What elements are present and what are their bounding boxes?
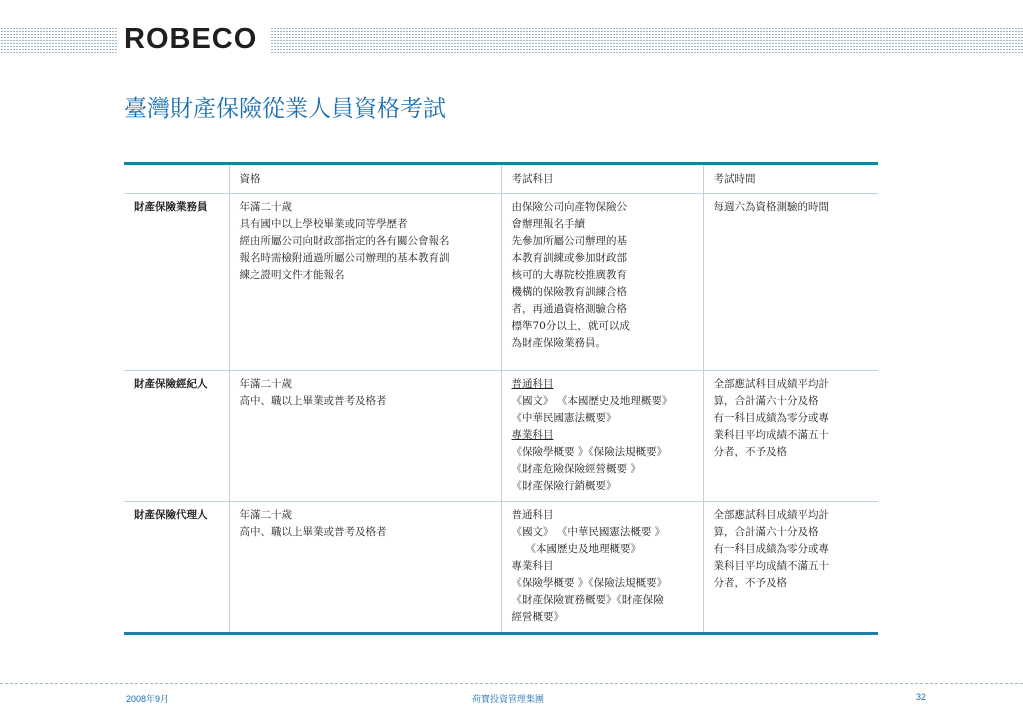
subjects-cell xyxy=(501,194,703,371)
header-pattern-left xyxy=(0,27,117,53)
subject-line: 《本國歷史及地理概要》 xyxy=(525,543,641,555)
qualification-line: 高中、職以上畢業或普考及格者 xyxy=(239,395,387,407)
role-name: 財產保險代理人 xyxy=(134,509,208,521)
header-subjects: 考試科目 xyxy=(501,164,703,194)
table-row xyxy=(124,502,878,634)
header-pattern-right xyxy=(270,27,1023,53)
qualification-line: 練之證明文件才能報名 xyxy=(239,269,345,281)
subject-line: 由保險公司向產物保險公 xyxy=(511,201,627,213)
robeco-logo: ROBECO xyxy=(124,24,267,54)
subject-heading-professional: 專業科目 xyxy=(511,429,554,441)
time-line: 有一科目成績為零分或專 xyxy=(713,543,829,555)
qualification-cell xyxy=(229,194,501,371)
subject-line: 《國文》 《中華民國憲法概要 》 xyxy=(511,526,666,538)
time-line: 業科目平均成績不滿五十 xyxy=(713,560,829,572)
subject-line: 《財產危險保險經營概要 》 xyxy=(511,463,641,475)
time-cell xyxy=(703,371,878,502)
subject-line: 《財產保險實務概要》《財產保險 xyxy=(511,594,664,606)
subject-line: 《國文》 《本國歷史及地理概要》 xyxy=(511,395,673,407)
footer-divider xyxy=(0,683,1023,684)
qualification-line: 高中、職以上畢業或普考及格者 xyxy=(239,526,387,538)
subjects-cell xyxy=(501,371,703,502)
qualification-cell xyxy=(229,371,501,502)
footer-page-number: 32 xyxy=(916,692,927,702)
time-line: 算，合計滿六十分及格 xyxy=(713,395,819,407)
time-line: 算，合計滿六十分及格 xyxy=(713,526,819,538)
subject-line: 者，再通過資格測驗合格 xyxy=(511,303,627,315)
role-name: 財產保險業務員 xyxy=(134,201,208,213)
subject-line: 標準70分以上，就可以成 xyxy=(511,320,630,332)
exam-table xyxy=(124,162,878,635)
qualification-line: 年滿二十歲 xyxy=(239,378,292,390)
subject-line: 會辦理報名手續 xyxy=(511,218,585,230)
time-line: 全部應試科目成績平均計 xyxy=(713,378,829,390)
table-header-row xyxy=(124,164,878,194)
subject-line: 本教育訓練或參加財政部 xyxy=(511,252,627,264)
time-cell xyxy=(703,502,878,634)
footer-company: 荷寶投資管理集團 xyxy=(472,694,545,704)
subject-line: 《保險學概要 》《保險法規概要》 xyxy=(511,446,668,458)
qualification-line: 經由所屬公司向財政部指定的各有關公會報名 xyxy=(239,235,450,247)
role-cell xyxy=(124,371,229,502)
time-line: 每週六為資格測驗的時間 xyxy=(713,201,829,213)
time-line: 分者，不予及格 xyxy=(713,577,787,589)
subject-line: 核可的大專院校推廣教育 xyxy=(511,269,627,281)
header-time: 考試時間 xyxy=(703,164,878,194)
time-line: 業科目平均成績不滿五十 xyxy=(713,429,829,441)
subject-line: 經營概要》 xyxy=(511,611,564,623)
subject-heading-professional: 專業科目 xyxy=(511,560,554,572)
table-row xyxy=(124,371,878,502)
subject-line: 《財產保險行銷概要》 xyxy=(511,480,617,492)
role-cell xyxy=(124,502,229,634)
subject-line: 機構的保險教育訓練合格 xyxy=(511,286,627,298)
header-qualification: 資格 xyxy=(229,164,501,194)
subject-line: 《保險學概要 》《保險法規概要》 xyxy=(511,577,668,589)
role-name: 財產保險經紀人 xyxy=(134,378,208,390)
footer-date: 2008年9月 xyxy=(126,694,170,704)
subject-heading-general: 普通科目 xyxy=(511,509,554,521)
page-title: 臺灣財產保險從業人員資格考試 xyxy=(124,96,446,122)
subject-line: 為財產保險業務員。 xyxy=(511,337,606,349)
qualification-line: 報名時需檢附通過所屬公司辦理的基本教育訓 xyxy=(239,252,450,264)
qualification-line: 具有國中以上學校畢業或同等學歷者 xyxy=(239,218,408,230)
time-line: 分者，不予及格 xyxy=(713,446,787,458)
time-line: 全部應試科目成績平均計 xyxy=(713,509,829,521)
qualification-cell xyxy=(229,502,501,634)
qualification-line: 年滿二十歲 xyxy=(239,509,292,521)
table-row xyxy=(124,194,878,371)
time-line: 有一科目成績為零分或專 xyxy=(713,412,829,424)
subject-line: 先參加所屬公司辦理的基 xyxy=(511,235,627,247)
subject-line: 《中華民國憲法概要》 xyxy=(511,412,617,424)
qualification-line: 年滿二十歲 xyxy=(239,201,292,213)
subject-heading-general: 普通科目 xyxy=(511,378,554,390)
time-cell xyxy=(703,194,878,371)
subjects-cell xyxy=(501,502,703,634)
header-role xyxy=(124,164,229,194)
role-cell xyxy=(124,194,229,371)
